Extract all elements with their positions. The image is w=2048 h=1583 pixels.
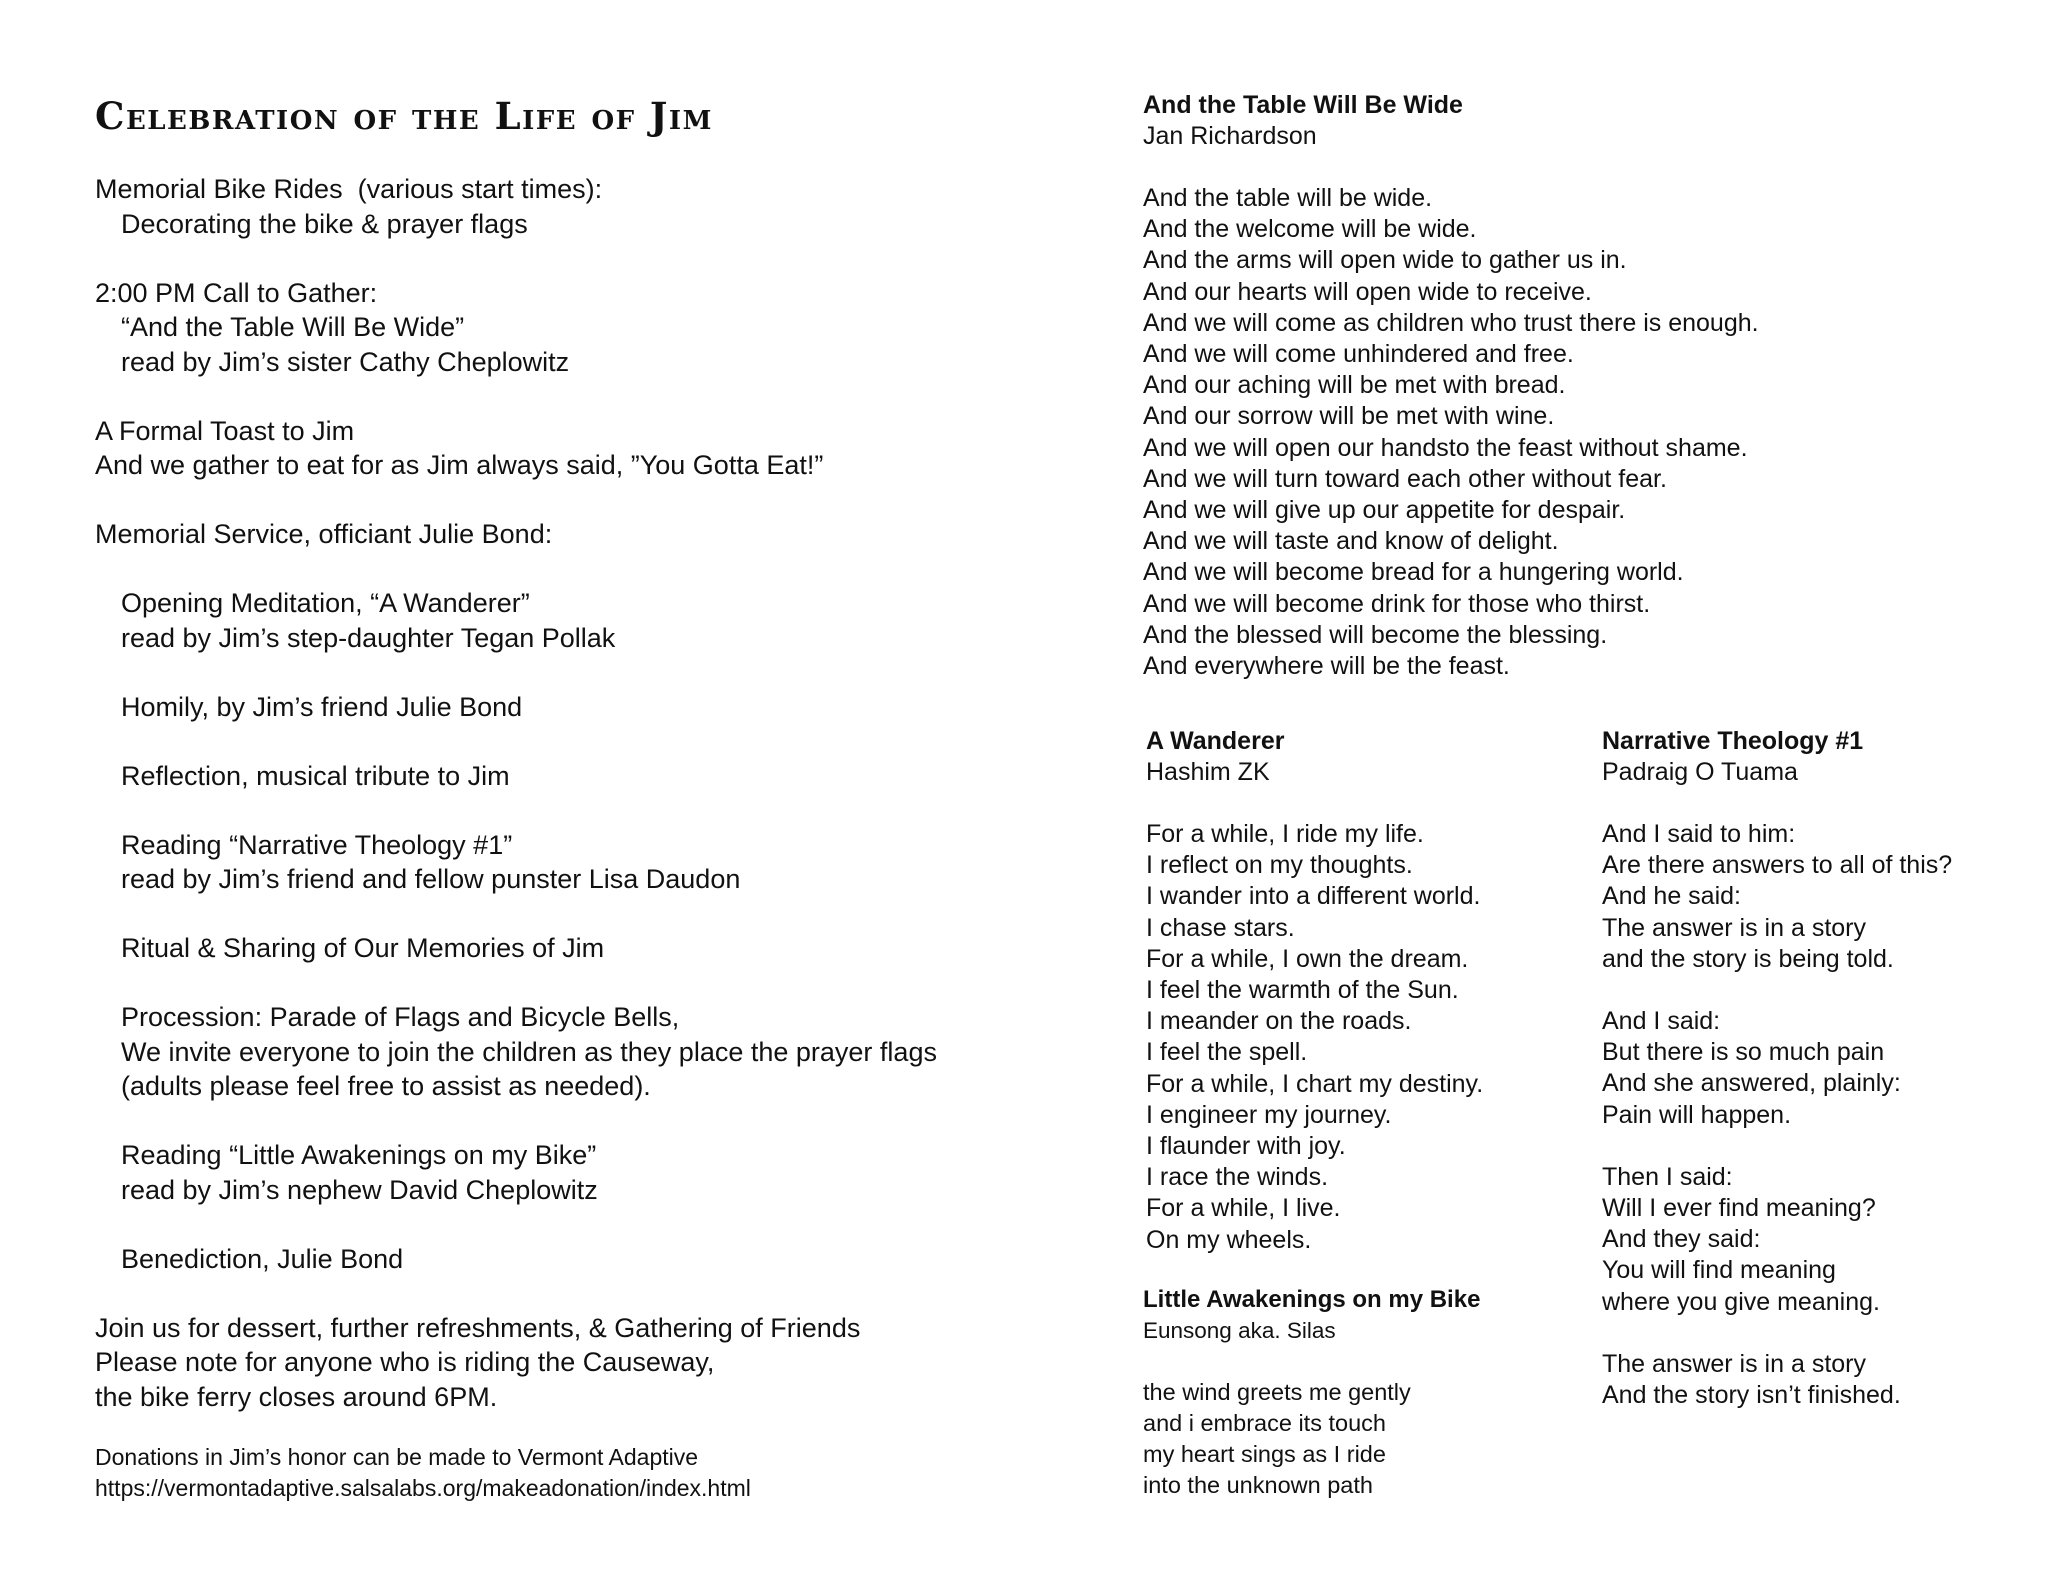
benediction-line: Benediction, Julie Bond — [121, 1243, 404, 1274]
poem-line: And we will come as children who trust there is enough. — [1143, 308, 1759, 337]
poem-line: I feel the warmth of the Sun. — [1146, 976, 1459, 1005]
poem-line: And he said: — [1602, 882, 1741, 911]
poem-line: And our sorrow will be met with wine. — [1143, 402, 1555, 431]
call-poem-line: “And the Table Will Be Wide” — [121, 312, 465, 342]
poem-line: and i embrace its touch — [1143, 1410, 1386, 1436]
poem-line: And we will turn toward each other without fear. — [1143, 464, 1667, 493]
poem-line: On my wheels. — [1146, 1225, 1312, 1254]
poem-line: I flaunder with joy. — [1146, 1132, 1346, 1161]
poem-line: And I said to him: — [1602, 820, 1796, 848]
procession-line-3: (adults please feel free to assist as needed). — [121, 1071, 651, 1101]
service-line: Memorial Service, officiant Julie Bond: — [95, 519, 553, 549]
poem-line: And we will come unhindered and free. — [1143, 340, 1574, 369]
poem-line: Are there answers to all of this? — [1602, 851, 1953, 880]
poem-table-wide — [1143, 90, 2023, 682]
poem-line: and the story is being told. — [1602, 944, 1894, 973]
donations-line: Donations in Jim’s honor can be made to Vermont Adaptive — [95, 1444, 699, 1470]
poem-line: And we will become drink for those who thirst. — [1143, 589, 1651, 618]
reading1-line: Reading “Narrative Theology #1” — [121, 829, 513, 860]
poem-little-awakenings — [1143, 1284, 1583, 1501]
poem-title: And the Table Will Be Wide — [1143, 91, 1463, 119]
poem-line: For a while, I ride my life. — [1146, 820, 1424, 848]
poem-line: For a while, I own the dream. — [1146, 944, 1469, 973]
poem-author: Eunsong aka. Silas — [1143, 1318, 1336, 1343]
poem-line: I race the winds. — [1146, 1163, 1329, 1192]
poem-line: Then I said: — [1602, 1162, 1733, 1191]
poem-title: Narrative Theology #1 — [1602, 727, 1864, 755]
procession-line: Procession: Parade of Flags and Bicycle Bells, — [121, 1002, 680, 1032]
poem-line: The answer is in a story — [1602, 1349, 1866, 1378]
toast-line: A Formal Toast to Jim — [95, 415, 355, 446]
ferry-line: the bike ferry closes around 6PM. — [95, 1381, 498, 1412]
poem-author: Padraig O Tuama — [1602, 758, 1798, 786]
call-to-gather-line: 2:00 PM Call to Gather: — [95, 277, 378, 308]
meditation-reader-line: read by Jim’s step-daughter Tegan Pollak — [121, 622, 616, 653]
poem-line: And we will become bread for a hungering world. — [1143, 558, 1684, 587]
poem-line: And the blessed will become the blessing. — [1143, 620, 1608, 649]
poem-title: A Wanderer — [1146, 727, 1285, 755]
ritual-line: Ritual & Sharing of Our Memories of Jim — [121, 933, 605, 963]
poem-author: Jan Richardson — [1143, 122, 1317, 150]
poem-line: I feel the spell. — [1146, 1038, 1308, 1067]
poem-line: Will I ever find meaning? — [1602, 1194, 1876, 1223]
bike-rides-line: Memorial Bike Rides (various start times): — [95, 174, 603, 204]
reading2-reader-line: read by Jim’s nephew David Cheplowitz — [121, 1174, 598, 1205]
poem-line: The answer is in a story — [1602, 913, 1866, 942]
reading1-reader-line: read by Jim’s friend and fellow punster Lisa Daudon — [121, 864, 741, 894]
poem-line: For a while, I live. — [1146, 1194, 1341, 1223]
program-column — [95, 88, 1075, 1504]
poem-line: I wander into a different world. — [1146, 882, 1481, 911]
poem-line: And she answered, plainly: — [1602, 1069, 1901, 1098]
join-line: Join us for dessert, further refreshments, & Gathering of Friends — [95, 1312, 861, 1343]
poem-line: the wind greets me gently — [1143, 1379, 1411, 1405]
poem-line: And the welcome will be wide. — [1143, 215, 1477, 244]
reflection-line: Reflection, musical tribute to Jim — [121, 760, 510, 791]
poem-line: And they said: — [1602, 1225, 1761, 1254]
poem-line: And everywhere will be the feast. — [1143, 652, 1510, 681]
poem-author: Hashim ZK — [1146, 758, 1270, 786]
poem-wanderer — [1146, 726, 1566, 1256]
poem-line: And I said: — [1602, 1007, 1721, 1036]
donation-url: https://vermontadaptive.salsalabs.org/makeadonation/index.html — [95, 1475, 751, 1501]
poem-line: I meander on the roads. — [1146, 1007, 1412, 1036]
poem-line: I engineer my journey. — [1146, 1100, 1392, 1129]
poem-line: my heart sings as I ride — [1143, 1441, 1386, 1467]
poem-line: And we will give up our appetite for despair. — [1143, 496, 1626, 525]
poem-line: I chase stars. — [1146, 913, 1295, 942]
procession-line-2: We invite everyone to join the children as they place the prayer flags — [121, 1036, 937, 1067]
poem-line: And our hearts will open wide to receive. — [1143, 277, 1592, 306]
poem-narrative-theology — [1602, 726, 2032, 1411]
poem-line: into the unknown path — [1143, 1472, 1373, 1498]
eat-line: And we gather to eat for as Jim always said, ”You Gotta Eat!” — [95, 450, 824, 480]
bike-rides-sub-line: Decorating the bike & prayer flags — [121, 208, 528, 239]
call-reader-line: read by Jim’s sister Cathy Cheplowitz — [121, 346, 570, 377]
poem-line: And we will open our handsto the feast without shame. — [1143, 433, 1748, 462]
program-title: Celebration of the Life of Jim — [95, 94, 713, 138]
poem-line: You will find meaning — [1602, 1256, 1836, 1285]
note-line: Please note for anyone who is riding the Causeway, — [95, 1347, 715, 1377]
poem-line: And our aching will be met with bread. — [1143, 371, 1566, 400]
poem-line: For a while, I chart my destiny. — [1146, 1069, 1484, 1098]
reading2-line: Reading “Little Awakenings on my Bike” — [121, 1140, 597, 1170]
poem-line: But there is so much pain — [1602, 1038, 1885, 1067]
poem-line: Pain will happen. — [1602, 1100, 1792, 1129]
homily-line: Homily, by Jim’s friend Julie Bond — [121, 691, 523, 722]
poem-line: I reflect on my thoughts. — [1146, 851, 1413, 880]
poem-line: And the arms will open wide to gather us in. — [1143, 246, 1627, 275]
poem-line: And we will taste and know of delight. — [1143, 527, 1559, 556]
meditation-line: Opening Meditation, “A Wanderer” — [121, 588, 530, 618]
poem-line: And the story isn’t finished. — [1602, 1381, 1901, 1410]
poem-title: Little Awakenings on my Bike — [1143, 1286, 1481, 1313]
poem-line: And the table will be wide. — [1143, 184, 1433, 212]
poem-line: where you give meaning. — [1602, 1287, 1880, 1316]
